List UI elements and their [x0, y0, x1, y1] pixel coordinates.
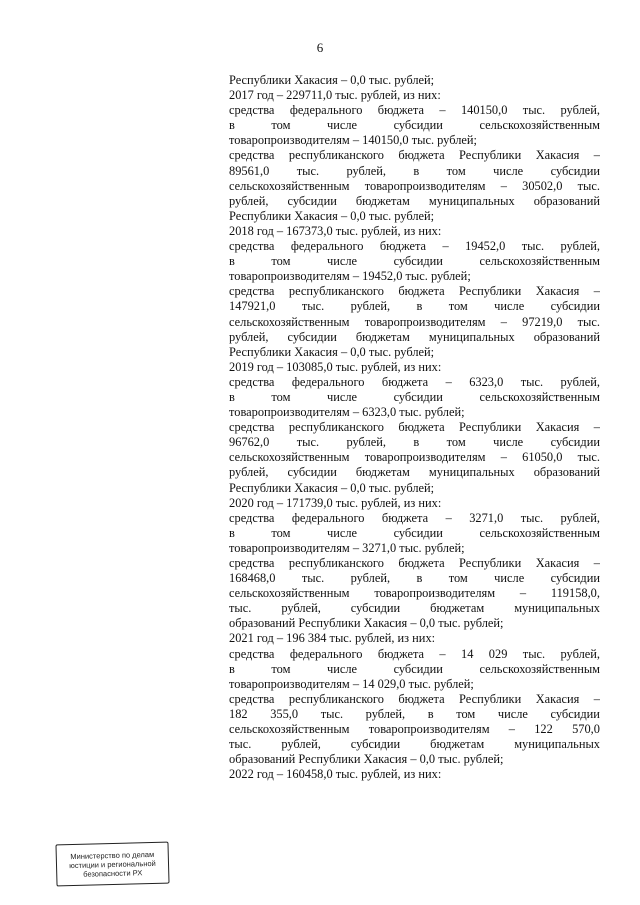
text-line: товаропроизводителям – 19452,0 тыс. рублей; [229, 269, 471, 284]
text-line: в том числе субсидии сельскохозяйственным [229, 661, 600, 676]
text-line: 168468,0 тыс. рублей, в том числе субсидии [229, 571, 600, 586]
text-line: средства федерального бюджета – 140150,0 тыс. рублей, [229, 103, 600, 118]
text-line: 89561,0 тыс. рублей, в том числе субсидии [229, 163, 600, 178]
text-line: средства республиканского бюджета Республики Хакасия – [229, 691, 600, 706]
text-line: 2017 год – 229711,0 тыс. рублей, из них: [229, 88, 441, 103]
text-line: сельскохозяйственным товаропроизводителям – 30502,0 тыс. [229, 178, 600, 193]
text-line: товаропроизводителям – 3271,0 тыс. рублей; [229, 540, 465, 555]
text-line: Республики Хакасия – 0,0 тыс. рублей; [229, 208, 435, 223]
text-line: средства республиканского бюджета Республики Хакасия – [229, 556, 600, 570]
page-number: 6 [316, 40, 324, 55]
text-line: 2020 год – 171739,0 тыс. рублей, из них: [229, 495, 442, 510]
text-line: в том числе субсидии сельскохозяйственным [229, 389, 600, 404]
text-line: 2021 год – 196 384 тыс. рублей, из них: [229, 631, 436, 646]
text-line: средства республиканского бюджета Республики Хакасия – [229, 284, 600, 299]
text-line: рублей, субсидии бюджетам муниципальных образований [229, 465, 600, 480]
stamp-line: Министерство по делам [70, 849, 155, 861]
registration-stamp [55, 842, 169, 887]
text-line: сельскохозяйственным товаропроизводителям – 119158,0, [229, 586, 600, 601]
stamp-line: юстиции и региональной [69, 858, 156, 870]
text-line: сельскохозяйственным товаропроизводителям – 97219,0 тыс. [229, 314, 600, 329]
text-line: товаропроизводителям – 6323,0 тыс. рублей; [229, 405, 465, 420]
text-line: в том числе субсидии сельскохозяйственным [229, 254, 600, 269]
text-line: средства республиканского бюджета Республики Хакасия – [229, 148, 600, 163]
text-line: 182 355,0 тыс. рублей, в том числе субсидии [229, 706, 600, 721]
text-line: сельскохозяйственным товаропроизводителям – 122 570,0 [229, 722, 600, 737]
text-line: рублей, субсидии бюджетам муниципальных образований [229, 329, 600, 344]
text-line: средства федерального бюджета – 19452,0 тыс. рублей, [229, 239, 600, 254]
text-line: средства федерального бюджета – 6323,0 тыс. рублей, [229, 374, 600, 389]
document-body [229, 73, 600, 782]
stamp-line: безопасности РХ [83, 867, 143, 879]
text-line: средства федерального бюджета – 3271,0 тыс. рублей, [229, 510, 600, 525]
text-line: 96762,0 тыс. рублей, в том числе субсидии [229, 435, 600, 450]
text-line: образований Республики Хакасия – 0,0 тыс. рублей; [229, 752, 504, 767]
text-line: тыс. рублей, субсидии бюджетам муниципальных [229, 737, 600, 752]
text-line: образований Республики Хакасия – 0,0 тыс. рублей; [229, 616, 504, 631]
text-line: 147921,0 тыс. рублей, в том числе субсидии [229, 299, 600, 314]
text-line: товаропроизводителям – 140150,0 тыс. рублей; [229, 133, 477, 148]
text-line: 2018 год – 167373,0 тыс. рублей, из них: [229, 223, 442, 238]
text-line: рублей, субсидии бюджетам муниципальных образований [229, 193, 600, 208]
text-line: в том числе субсидии сельскохозяйственным [229, 118, 600, 133]
text-line: Республики Хакасия – 0,0 тыс. рублей; [229, 480, 435, 495]
text-line: средства федерального бюджета – 14 029 тыс. рублей, [229, 646, 600, 661]
text-line: 2022 год – 160458,0 тыс. рублей, из них: [229, 767, 442, 782]
text-line: тыс. рублей, субсидии бюджетам муниципальных [229, 601, 600, 616]
text-line: Республики Хакасия – 0,0 тыс. рублей; [229, 73, 435, 87]
text-line: Республики Хакасия – 0,0 тыс. рублей; [229, 344, 435, 359]
text-line: товаропроизводителям – 14 029,0 тыс. рублей; [229, 676, 474, 691]
text-line: в том числе субсидии сельскохозяйственным [229, 525, 600, 540]
text-line: средства республиканского бюджета Республики Хакасия – [229, 420, 600, 435]
text-line: 2019 год – 103085,0 тыс. рублей, из них: [229, 359, 442, 374]
text-line: сельскохозяйственным товаропроизводителям – 61050,0 тыс. [229, 450, 600, 465]
